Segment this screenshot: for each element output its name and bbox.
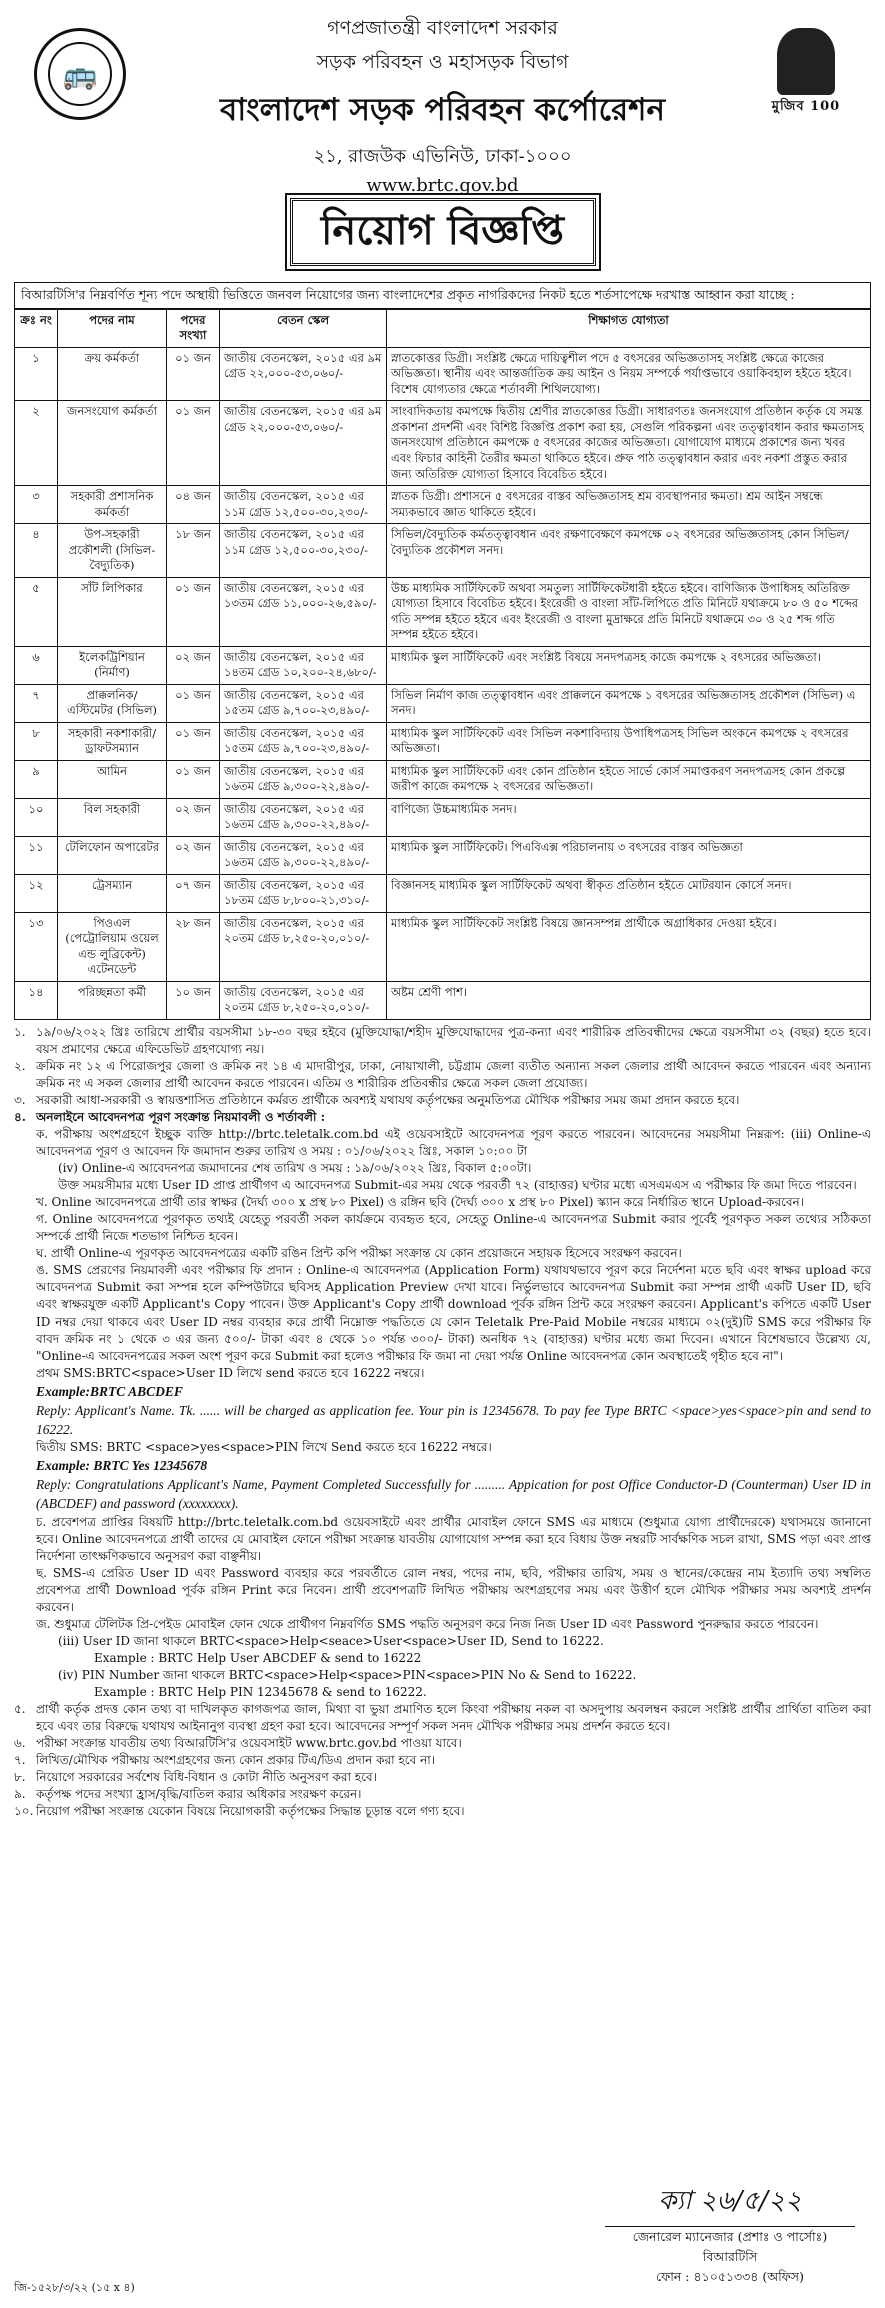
footer-reference: জি-১৫২৮/৩/২২ (১৫ x ৪) [14,2281,135,2294]
header [14,14,871,194]
col-qualification: শিক্ষাগত যোগ্যতা [387,309,871,347]
cell-qualification: সিভিল/বৈদ্যুতিক কর্মতত্ত্বাবধান এবং রক্ষণাবেক্ষণে কমপক্ষে ০২ বৎসরের অভিজ্ঞতাসহ কোন সিভিল/বৈদ্যুতিক প্রকৌশল সনদ। [387,524,871,578]
org-address: ২১, রাজউক এভিনিউ, ঢাকা-১০০০ [313,146,572,167]
cell-serial: ১২ [15,874,58,912]
division-name: সড়ক পরিবহন ও মহাসড়ক বিভাগ [316,51,569,73]
term-2: ২. ক্রমিক নং ১২ এ পিরোজপুর জেলা ও ক্রমিক নং ১৪ এ মাদারীপুর, ঢাকা, নোয়াখালী, চট্টগ্রাম জেলা ব্যতীত অন্যান্য সকল জেলার প্রার্থী আবেদন করতে পারবেন এবং অন্যান্য ক্রমিক নং এ সকল জেলার প্রার্থী আবেদন করতে পারবেন। এতিম ও শারীরিক প্রতিবন্ধীর ক্ষেত্রে সকল জেলা প্রযোজ্য। [14,1059,871,1091]
cell-serial: ৭ [15,684,58,722]
cell-post-count: ০৭ জন [167,874,220,912]
table-row [15,912,871,981]
cell-serial: ৮ [15,722,58,760]
cell-qualification: অষ্টম শ্রেণী পাশ। [387,981,871,1019]
cell-qualification: মাধ্যমিক স্কুল সার্টিফিকেট সংশ্লিষ্ট বিষয়ে জ্ঞানসম্পন্ন প্রার্থীকে অগ্রাধিকার দেওয়া হইবে। [387,912,871,981]
cell-post-name: ক্রয় কর্মকর্তা [58,347,167,401]
cell-pay-scale: জাতীয় বেতনস্কেল, ২০১৫ এর ১৫তম গ্রেড ৯,৭০০-২৩,৪৯০/- [220,722,387,760]
table-header-row [15,309,871,347]
cell-pay-scale: জাতীয় বেতনস্কেল, ২০১৫ এর ১৪তম গ্রেড ১০,২০০-২৪,৬৮০/- [220,646,387,684]
table-row [15,874,871,912]
cell-post-name: ট্রেসম্যান [58,874,167,912]
page-title: নিয়োগ বিজ্ঞপ্তি [290,198,596,266]
cell-post-count: ১৮ জন [167,524,220,578]
intro-text: বিআরটিসি'র নিম্নবর্ণিত শূন্য পদে অস্থায়ী ভিত্তিতে জনবল নিয়োগের জন্য বাংলাদেশের প্রকৃত নাগরিকদের নিকট হতে শর্তসাপেক্ষে দরখাস্ত আহ্বান করা যাচ্ছে : [14,282,871,309]
cell-post-name: উপ-সহকারী প্রকৌশলী (সিভিল-বৈদ্যুতিক) [58,524,167,578]
portrait-icon [777,28,835,95]
term-4ch: চ. প্রবেশপত্র প্রাপ্তির বিষয়টি http://brtc.teletalk.com.bd ওয়েবসাইটে এবং প্রার্থীর মোবাইল ফোনে SMS এর মাধ্যমে (শুধুমাত্র যোগ্য প্রার্থীদেরকে) যথাসময়ে জানানো হবে। Online আবেদনপত্রে প্রার্থী তাদের যে মোবাইল ফোনে পরীক্ষা সংক্রান্ত যাবতীয় যোগাযোগ সম্পন্ন করা হবে বিধায় উক্ত নম্বরটি সার্বক্ষণিক সচল রাখা, SMS পড়া এবং প্রাপ্ত নির্দেশনা তাৎক্ষণিকভাবে অনুসরণ করা বাঞ্ছনীয়। [36,1514,871,1563]
cell-post-count: ০২ জন [167,836,220,874]
term-4b: খ. Online আবেদনপত্রে প্রার্থী তার স্বাক্ষর (দৈর্ঘ্য ৩০০ x প্রস্থ ৮০ Pixel) ও রঙ্গিন ছবি (দৈর্ঘ্য ৩০০ x প্রস্থ ৮০ Pixel) স্ক্যান করে নির্ধারিত স্থানে Upload-করবেন। [36,1195,805,1210]
cell-post-name: টেলিফোন অপারেটর [58,836,167,874]
cell-post-name: পরিচ্ছন্নতা কর্মী [58,981,167,1019]
cell-serial: ১৩ [15,912,58,981]
cell-qualification: বিজ্ঞানসহ মাধ্যমিক স্কুল সার্টিফিকেট অথবা স্বীকৃত প্রতিষ্ঠান হইতে মোটরযান কোর্সে সনদ। [387,874,871,912]
term-4c: গ. Online আবেদনপত্রে পূরণকৃত তথ্যই যেহেতু পরবর্তী সকল কার্যক্রমে ব্যবহৃত হবে, সেহেতু Online-এ আবেদনপত্র Submit করার পূর্বেই পূরণকৃত সকল তথ্যের সঠিকতা সম্পর্কে প্রার্থী নিজে শতভাগ নিশ্চিত হবেন। [36,1212,871,1244]
term-4d: ঘ. প্রার্থী Online-এ পূরণকৃত আবেদনপত্রের একটি রঙিন প্রিন্ট কপি পরীক্ষা সংক্রান্ত যে কোন প্রয়োজনে সহায়ক হিসেবে সংরক্ষণ করবেন। [36,1246,682,1261]
term-4j: জ. শুধুমাত্র টেলিটক প্রি-পেইড মোবাইল ফোন থেকে প্রার্থীগণ নিম্নবর্ণিত SMS পদ্ধতি অনুসরণ করে নিজ নিজ User ID এবং Password পুনরুদ্ধার করতে পারবেন। [36,1616,819,1631]
table-row [15,524,871,578]
cell-pay-scale: জাতীয় বেতনস্কেল, ২০১৫ এর ৯ম গ্রেড ২২,০০০-৫৩,০৬০/- [220,401,387,486]
signature-line [605,2226,855,2227]
table-row [15,486,871,524]
term-1: ১. ১৯/০৬/২০২২ খ্রিঃ তারিখে প্রার্থীর বয়সসীমা ১৮-৩০ বছর হইবে (মুক্তিযোদ্ধা/শহীদ মুক্তিযোদ্ধাদের পুত্র-কন্যা এবং শারীরিক প্রতিবন্ধীদের ক্ষেত্রে বয়সসীমা ৩২ (বছর) হতে হবে। বয়স প্রমাণের ক্ষেত্রে এফিডেভিট গ্রহণযোগ্য নয়। [14,1024,871,1057]
cell-qualification: মাধ্যমিক স্কুল সার্টিফিকেট। পিএবিএক্স পরিচালনায় ৩ বৎসরের বাস্তব অভিজ্ঞতা [387,836,871,874]
recover-user-id: (iii) User ID জানা থাকলে BRTC<space>Help<seace>User<space>User ID, Send to 16222. [58,1633,604,1648]
signatory-designation: জেনারেল ম্যানেজার (প্রশাঃ ও পার্সোঃ) [632,2229,828,2244]
cell-post-name: জনসংযোগ কর্মকর্তা [58,401,167,486]
term-9: ৯. কর্তৃপক্ষ পদের সংখ্যা হ্রাস/বৃদ্ধি/বাতিল করার অধিকার সংরক্ষণ করেন। [14,1787,362,1802]
table-row [15,401,871,486]
col-serial: ক্রঃ নং [15,309,58,347]
cell-post-count: ০৪ জন [167,486,220,524]
term-4a-note: উক্ত সময়সীমার মধ্যে User ID প্রাপ্ত প্রার্থীগণ এ আবেদনপত্র Submit-এর সময় থেকে পরবর্তী ৭২ (বাহাত্তর) ঘণ্টার মধ্যে এসএমএস এ পরীক্ষার ফি জমা দিতে পারবেন। [58,1178,857,1193]
recover-user-id-example: Example : BRTC Help User ABCDEF & send to 16222 [94,1650,422,1665]
table-row [15,836,871,874]
posts-table [14,309,871,1020]
col-pay-scale: বেতন স্কেল [220,309,387,347]
cell-post-count: ০১ জন [167,760,220,798]
cell-qualification: মাধ্যমিক স্কুল সার্টিফিকেট এবং সিভিল নকশাবিদ্যায় উপাধিপত্রসহ সিভিল অংকনে কমপক্ষে ২ বৎসরের অভিজ্ঞতা। [387,722,871,760]
cell-pay-scale: জাতীয় বেতনস্কেল, ২০১৫ এর ১৩তম গ্রেড ১১,০০০-২৬,৫৯০/- [220,577,387,646]
term-8: ৮. নিয়োগে সরকারের সর্বশেষ বিধি-বিধান ও কোটা নীতি অনুসরণ করা হবে। [14,1770,377,1785]
org-name: বাংলাদেশ সড়ক পরিবহন কর্পোরেশন [220,92,665,128]
cell-qualification: মাধ্যমিক স্কুল সার্টিফিকেট এবং সংশ্লিষ্ট বিষয়ে সনদপত্রসহ কাজে কমপক্ষে ২ বৎসরের অভিজ্ঞতা। [387,646,871,684]
cell-pay-scale: জাতীয় বেতনস্কেল, ২০১৫ এর ১৬তম গ্রেড ৯,৩০০-২২,৪৯০/- [220,836,387,874]
govt-name: গণপ্রজাতন্ত্রী বাংলাদেশ সরকার [327,17,558,39]
cell-post-name: ইলেকট্রিশিয়ান (নির্মাণ) [58,646,167,684]
cell-post-name: সহকারী প্রশাসনিক কর্মকর্তা [58,486,167,524]
cell-pay-scale: জাতীয় বেতনস্কেল, ২০১৫ এর ১১ম গ্রেড ১২,৫০০-৩০,২৩০/- [220,524,387,578]
cell-qualification: স্নাতকোত্তর ডিগ্রী। সংশ্লিষ্ট ক্ষেত্রে দায়িত্বশীল পদে ৫ বৎসরের অভিজ্ঞতাসহ সংশ্লিষ্ট ক্ষেত্রে কাজের অভিজ্ঞতা। স্থানীয় এবং আন্তর্জাতিক ক্রয় আইন ও নিয়ম সম্পর্কে পর্যাপ্তভাবে ওয়াকিবহাল হইতে হইবে। বিশেষ যোগ্যতার ক্ষেত্রে শর্তাবলী শিথিলযোগ্য। [387,347,871,401]
table-row [15,981,871,1019]
brtc-logo-icon: 🚌 [34,28,126,120]
sms-example-1: Example:BRTC ABCDEF [36,1383,183,1399]
cell-pay-scale: জাতীয় বেতনস্কেল, ২০১৫ এর ১৬তম গ্রেড ৯,৩০০-২২,৪৯০/- [220,798,387,836]
cell-qualification: স্নাতক ডিগ্রী। প্রশাসনে ৫ বৎসরের বাস্তব অভিজ্ঞতাসহ শ্রম ব্যবস্থাপনার ক্ষমতা। শ্রম আইন সম্বন্ধে সম্যকভাবে জ্ঞাত থাকিতে হইবে। [387,486,871,524]
cell-pay-scale: জাতীয় বেতনস্কেল, ২০১৫ এর ১১ম গ্রেড ১২,৫০০-৩০,২৩০/- [220,486,387,524]
term-3: ৩. সরকারী আধা-সরকারী ও স্বায়ত্তশাসিত প্রতিষ্ঠানে কর্মরত প্রার্থীকে অবশ্যই যথাযথ কর্তৃপক্ষের অনুমতিপত্র মৌখিক পরীক্ষার সময় জমা প্রদান করতে হবে। [14,1093,740,1108]
term-5: ৫. প্রার্থী কর্তৃক প্রদত্ত কোন তথ্য বা দাখিলকৃত কাগজপত্র জাল, মিথ্যা বা ভুয়া প্রমাণিত হলে কিংবা পরীক্ষায় নকল বা অসদুপায় অবলম্বন করলে সংশ্লিষ্ট প্রার্থীর প্রার্থিতা বাতিল করা হবে এবং তার বিরুদ্ধে যথাযথ আইনানুগ ব্যবস্থা গ্রহণ করা হবে। আবেদনের সম্পূর্ণ সকল সনদ মৌখিক পরীক্ষার সময় প্রদর্শন করতে হবে। [14,1701,871,1733]
table-row [15,646,871,684]
term-7: ৭. লিখিত/মৌখিক পরীক্ষায় অংশগ্রহণের জন্য কোন প্রকার টিএ/ডিএ প্রদান করা হবে না। [14,1753,436,1768]
cell-post-count: ২৮ জন [167,912,220,981]
cell-post-count: ০১ জন [167,684,220,722]
col-post-count: পদের সংখ্যা [167,309,220,347]
cell-post-count: ০১ জন [167,347,220,401]
cell-qualification: সাংবাদিকতায় কমপক্ষে দ্বিতীয় শ্রেণীর স্নাতকোত্তর ডিগ্রী। সাধারণতঃ জনসংযোগ প্রতিষ্ঠান কর্তৃক যে সমস্ত প্রকাশনা প্রদর্শনী এবং বিশিষ্ট বিজ্ঞপ্তি প্রকাশ করা হয়, সেগুলি পরিকল্পনা এবং তত্ত্বাবধান করার ক্ষমতাসহ জনসংযোগ প্রতিষ্ঠানে কমপক্ষে ৫ বৎসরের কাজের অভিজ্ঞতা। যোগাযোগ মাধ্যমে প্রকাশের জন্য খবর এবং ফিচার কাহিনী তৈরীর ক্ষমতা থাকিতে হইবে। প্রুফ পাঠ তত্ত্বাবধান করার এবং নকশা প্রস্তুত করার জন্য অতিরিক্ত যোগ্যতা হিসাবে বিবেচিত হইবে। [387,401,871,486]
cell-qualification: বাণিজ্যে উচ্চমাধ্যমিক সনদ। [387,798,871,836]
cell-serial: ৩ [15,486,58,524]
sms-reply-2: Reply: Congratulations Applicant's Name, Payment Completed Successfully for ......... Appication for post Office Conductor-D (Counterman) User ID in (ABCDEF) and password (xxxxxxxx). [36,1477,871,1512]
cell-post-name: সাঁট লিপিকার [58,577,167,646]
cell-qualification: মাধ্যমিক স্কুল সার্টিফিকেট এবং কোন প্রতিষ্ঠান হইতে সার্ভে কোর্স সমাপ্তকরণ সনদপত্রসহ কোন প্রকল্পে জরীপ কাজে কমপক্ষে ২ বৎসরের অভিজ্ঞতা। [387,760,871,798]
cell-serial: ৫ [15,577,58,646]
mujib-100-text: মুজিব 100 [771,99,841,114]
table-row [15,684,871,722]
cell-post-count: ০১ জন [167,722,220,760]
cell-serial: ১ [15,347,58,401]
term-6: ৬. পরীক্ষা সংক্রান্ত যাবতীয় তথ্য বিআরটিসি'র ওয়েবসাইট www.brtc.gov.bd পাওয়া যাবে। [14,1736,462,1751]
cell-post-name: আমিন [58,760,167,798]
cell-post-name: বিল সহকারী [58,798,167,836]
cell-serial: ৬ [15,646,58,684]
term-10: ১০. নিয়োগ পরীক্ষা সংক্রান্ত যেকোন বিষয়ে নিয়োগকারী কর্তৃপক্ষের সিদ্ধান্ত চূড়ান্ত বলে গণ্য হবে। [14,1804,465,1819]
term-4chh: ছ. SMS-এ প্রেরিত User ID এবং Password ব্যবহার করে পরবর্তীতে রোল নম্বর, পদের নাম, ছবি, পরীক্ষার তারিখ, সময় ও স্থানের/কেন্দ্রের নাম ইত্যাদি তথ্য সম্বলিত প্রবেশপত্র প্রার্থী Download পূর্বক রঙ্গিন Print করে নিবেন। প্রার্থী প্রবেশপত্রটি লিখিত পরীক্ষায় অংশগ্রহণের সময় এবং উত্তীর্ণ হলে মৌখিক পরীক্ষার সময় অবশ্যই প্রদর্শন করবেন। [36,1565,871,1614]
sms-example-2: Example: BRTC Yes 12345678 [36,1458,208,1474]
cell-post-name: প্রাক্কলনিক/ এস্টিমেটর (সিভিল) [58,684,167,722]
recover-pin-example: Example : BRTC Help PIN 12345678 & send to 16222. [94,1684,427,1699]
cell-post-count: ০১ জন [167,577,220,646]
table-row [15,760,871,798]
cell-pay-scale: জাতীয় বেতনস্কেল, ২০১৫ এর ২০তম গ্রেড ৮,২৫০-২০,০১০/- [220,981,387,1019]
term-4e: ঙ. SMS প্রেরণের নিয়মাবলী এবং পরীক্ষার ফি প্রদান : Online-এ আবেদনপত্র (Application Form) যথাযথভাবে পূরণ করে নির্দেশনা মতে ছবি এবং স্বাক্ষর upload করে আবেদনপত্র Submit করা সম্পন্ন হলে কম্পিউটারে ছবিসহ Application Preview দেখা যাবে। নির্ভুলভাবে আবেদনপত্র Submit করা সম্পন্ন প্রার্থী একটি User ID, ছবি এবং স্বাক্ষরযুক্ত একটি Applicant's Copy পাবেন। উক্ত Applicant's Copy প্রার্থী download পূর্বক রঙ্গিন প্রিন্ট করে সংরক্ষণ করবেন। Applicant's কপিতে একটি User ID নম্বর দেয়া থাকবে এবং User ID নম্বর ব্যবহার করে প্রার্থী নিম্নোক্ত পদ্ধতিতে যে কোন Teletalk Pre-Paid Mobile নম্বরের মাধ্যমে ০২(দুই)টি SMS করে পরীক্ষার ফি বাবদ ক্রমিক নং ১ থেকে ৩ এর জন্য ৫০০/- টাকা এবং ৪ থেকে ১০ পর্যন্ত ৩০০/- টাকা) অনধিক ৭২ (বাহাত্তর) ঘণ্টার মধ্যে জমা দিবেন। এখানে বিশেষভাবে উল্লেখ্য যে, "Online-এ আবেদনপত্রের সকল অংশ পূরণ করে Submit করা হলেও পরীক্ষার ফি জমা না দেয়া পর্যন্ত Online আবেদনপত্র কোন অবস্থাতেই গৃহীত হবে না"। [36,1263,871,1363]
cell-pay-scale: জাতীয় বেতনস্কেল, ২০১৫ এর ২০তম গ্রেড ৮,২৫০-২০,০১০/- [220,912,387,981]
cell-serial: ১০ [15,798,58,836]
terms-section [14,1024,871,1820]
table-row [15,798,871,836]
signatory-org: বিআরটিসি [702,2249,758,2264]
cell-serial: ৪ [15,524,58,578]
sms-reply-1: Reply: Applicant's Name. Tk. ...... will be charged as application fee. Your pin is 12345678. To pay fee Type BRTC <space>yes<space>pin and send to 16222. [36,1402,871,1437]
cell-post-count: ০২ জন [167,798,220,836]
org-website: www.brtc.gov.bd [366,175,519,196]
cell-pay-scale: জাতীয় বেতনস্কেল, ২০১৫ এর ৯ম গ্রেড ২২,০০০-৫৩,০৬০/- [220,347,387,401]
cell-post-name: সহকারী নকশাকারী/ ড্রাফটসম্যান [58,722,167,760]
term-4a-end: (iv) Online-এ আবেদনপত্র জমাদানের শেষ তারিখ ও সময় : ১৯/০৬/২০২২ খ্রিঃ, বিকাল ৫:০০টা। [58,1161,532,1176]
signatory-phone: ফোন : ৪১০৫১৩৩৪ (অফিস) [656,2269,804,2284]
signature: ক্যা ২৬/৫/২২ [658,2186,802,2216]
cell-post-count: ১০ জন [167,981,220,1019]
cell-post-count: ০২ জন [167,646,220,684]
cell-pay-scale: জাতীয় বেতনস্কেল, ২০১৫ এর ১৫তম গ্রেড ৯,৭০০-২৩,৪৯০/- [220,684,387,722]
cell-post-name: পিওএল (পেট্রোলিয়াম ওয়েল এন্ড লুব্রিকেন্ট) এটেনডেন্ট [58,912,167,981]
mujib-100-logo [751,28,861,118]
table-row [15,722,871,760]
cell-serial: ৯ [15,760,58,798]
cell-pay-scale: জাতীয় বেতনস্কেল, ২০১৫ এর ১৬তম গ্রেড ৯,৩০০-২২,৪৯০/- [220,760,387,798]
col-post-name: পদের নাম [58,309,167,347]
term-4a: ক. পরীক্ষায় অংশগ্রহণে ইচ্ছুক ব্যক্তি http://brtc.teletalk.com.bd এই ওয়েবসাইটে আবেদনপত্র পূরণ করতে পারবেন। আবেদনের সময়সীমা নিম্নরূপ: (iii) Online-এ আবেদনপত্র পূরণ ও আবেদন ফি জমাদান শুরুর তারিখ ও সময় : ০১/০৬/২০২২ খ্রিঃ, সকাল ১০:০০ টা [36,1127,871,1159]
table-row [15,577,871,646]
cell-qualification: সিভিল নির্মাণ কাজ তত্ত্বাবধান এবং প্রাক্কলনে কমপক্ষে ১ বৎসরের অভিজ্ঞতাসহ প্রকৌশল (সিভিল) এ সনদ। [387,684,871,722]
cell-post-count: ০১ জন [167,401,220,486]
cell-serial: ১১ [15,836,58,874]
cell-qualification: উচ্চ মাধ্যমিক সার্টিফিকেট অথবা সমতুল্য সার্টিফিকেটধারী হইতে হইবে। বাণিজ্যিক উপাধিসহ অতিরিক্ত যোগ্যতা হিসাবে বিবেচিত হইবে। ইংরেজী ও বাংলা সাঁট-লিপিতে প্রতি মিনিটে যথাক্রমে ৮০ ও ৫০ শব্দের গতি সম্পন্ন হইতে হইবে এবং ইংরেজী ও বাংলা মুদ্রাক্ষরে প্রতি মিনিটে যথাক্রমে ৩০ ও ২৫ শব্দ গতি সম্পন্ন হইতে হইবে। [387,577,871,646]
recover-pin: (iv) PIN Number জানা থাকলে BRTC<space>Help<space>PIN<space>PIN No & Send to 16222. [58,1667,637,1682]
term-4: ৪. অনলাইনে আবেদনপত্র পূরণ সংক্রান্ত নিয়মাবলী ও শর্তাবলী : [14,1110,326,1125]
signature-block [605,2178,855,2289]
sms-second: দ্বিতীয় SMS: BRTC <space>yes<space>PIN লিখে Send করতে হবে 16222 নম্বরে। [36,1440,492,1455]
cell-serial: ১৪ [15,981,58,1019]
cell-serial: ২ [15,401,58,486]
sms-first: প্রথম SMS:BRTC<space>User ID লিখে send করতে হবে 16222 নম্বরে। [36,1365,425,1380]
cell-pay-scale: জাতীয় বেতনস্কেল, ২০১৫ এর ১৮তম গ্রেড ৮,৮০০-২১,৩১০/- [220,874,387,912]
table-row [15,347,871,401]
